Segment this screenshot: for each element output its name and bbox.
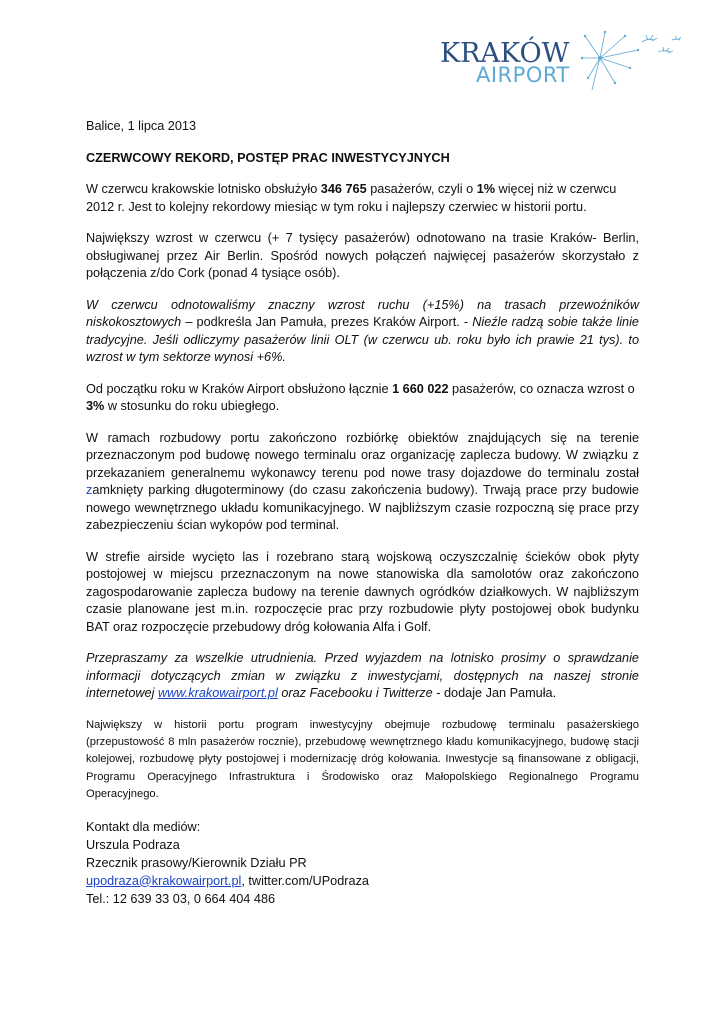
p1-text-a: W czerwcu krakowskie lotnisko obsłużyło <box>86 182 321 196</box>
krakow-airport-logo <box>440 28 690 92</box>
p1-text-b: pasażerów, czyli o <box>366 182 477 196</box>
release-date: Balice, 1 lipca 2013 <box>86 119 197 133</box>
p1-passenger-count: 346 765 <box>320 182 367 196</box>
p7-text-b: oraz Facebooku i Twitterze <box>277 686 433 700</box>
paragraph-investment-program: Największy w historii portu program inwestycyjny obejmuje rozbudowę terminalu pasażerskiego (przepustowość 8 mln pasażerów rocznie), przebudowę wewnętrznego kładu komunikacyjnego, budowę stacji kolejowej, rozbudowę płyty postojowej i modernizację dróg kołowania. Inwestycje są finansowane z obligacji, Programu Operacyjnego Infrastruktura i Środowisko oraz Małopolskiego Regionalnego Programu Operacyjnego. <box>86 718 639 801</box>
headline: CZERWCOWY REKORD, POSTĘP PRAC INWESTYCYJNYCH <box>86 150 450 165</box>
p4-text-c: w stosunku do roku ubiegłego. <box>104 399 280 413</box>
p7-text-a: Przepraszamy za wszelkie utrudnienia. Przed wyjazdem na lotnisko prosimy o sprawdzanie informacji dotyczących zmian w związku z inwestycjami, dostępnych na naszej stronie internetowej <box>86 651 639 700</box>
contact-email-link[interactable]: upodraza@krakowairport.pl <box>86 873 242 888</box>
p4-passenger-count: 1 660 022 <box>392 381 449 396</box>
paragraph-airside-works: W strefie airside wycięto las i rozebrano starą wojskową oczyszczalnię ścieków obok płyty postojowej w miejscu przeznaczonym na nowe stanowiska dla samolotów oraz zakończono zagospodarowanie zaplecza budowy na terenie dawnych ogródków działkowych. W najbliższym czasie planowane jest m.in. rozpoczęcie prac przy rozbudowie płyty postojowej obok budynku BAT oraz rozpoczęcie przebudowy dróg kołowania Alfa i Golf. <box>86 549 639 634</box>
p7-attribution: - dodaje Jan Pamuła. <box>432 686 557 700</box>
contact-heading: Kontakt dla mediów: <box>86 819 201 834</box>
p1-growth-percent: 1% <box>476 182 496 196</box>
contact-email-line <box>86 872 639 890</box>
press-release-body <box>86 118 639 908</box>
contact-phone: Tel.: 12 639 33 03, 0 664 404 486 <box>86 891 276 906</box>
paragraph-june-traffic <box>86 181 639 216</box>
contact-role: Rzecznik prasowy/Kierownik Działu PR <box>86 855 307 870</box>
contact-name: Urszula Podraza <box>86 837 180 852</box>
contact-twitter: , twitter.com/UPodraza <box>241 873 369 888</box>
paragraph-quote-low-cost <box>86 297 639 367</box>
paragraph-year-to-date <box>86 381 639 416</box>
p5-text-a: W ramach rozbudowy portu zakończono rozbiórkę obiektów znajdujących się na terenie przeznaczonym pod budowę nowego terminalu oraz organizację zaplecza budowy. W związku z przekazaniem generalnemu wykonawcy terenu pod nowe trasy dojazdowe do terminalu został <box>86 430 639 480</box>
p1-text-c: więcej niż w czerwcu 2012 r. Jest to kolejny rekordowy miesiąc w tym roku i najlepszy czerwiec w historii portu. <box>86 182 617 214</box>
p4-growth-percent: 3% <box>86 399 105 413</box>
p5-text-b: amknięty parking długoterminowy (do czasu zakończenia budowy). Trwają prace przy budowie nowego wewnętrznego układu komunikacyjnego. W najbliższym czasie rozpoczną się prace przy zabezpieczeniu ścian wykopów pod terminal. <box>86 483 639 532</box>
paragraph-apology <box>86 650 639 703</box>
p5-colored-letter: z <box>86 483 93 497</box>
paragraph-terminal-expansion <box>86 430 639 535</box>
p4-text-a: Od początku roku w Kraków Airport obsłużono łącznie <box>86 381 393 396</box>
website-link[interactable]: www.krakowairport.pl <box>157 686 278 700</box>
p3-quote-a: W czerwcu odnotowaliśmy znaczny wzrost ruchu (+15%) na trasach przewoźników niskokosztowych – <box>86 297 639 329</box>
dandelion-icon <box>580 28 690 92</box>
p4-text-b: pasażerów, co oznacza wzrost o <box>448 381 635 396</box>
p3-attribution: podkreśla Jan Pamuła, prezes Kraków Airport. - <box>192 315 473 329</box>
media-contact <box>86 818 639 908</box>
p3-quote-b: Nieźle radzą sobie także linie tradycyjne. Jeśli odliczymy pasażerów linii OLT (w czerwcu ub. roku było ich prawie 21 tys). to wzrost w tym sektorze wynosi +6%. <box>86 315 639 364</box>
logo-wordmark-line1: KRAKÓW <box>440 38 570 69</box>
logo-wordmark-line2: AIRPORT <box>476 63 570 87</box>
paragraph-berlin-route: Największy wzrost w czerwcu (+ 7 tysięcy pasażerów) odnotowano na trasie Kraków- Berlin, obsługiwanej przez Air Berlin. Spośród nowych połączeń najwięcej pasażerów skorzystało z połączenia z/do Cork (ponad 4 tysiące osób). <box>86 231 639 280</box>
